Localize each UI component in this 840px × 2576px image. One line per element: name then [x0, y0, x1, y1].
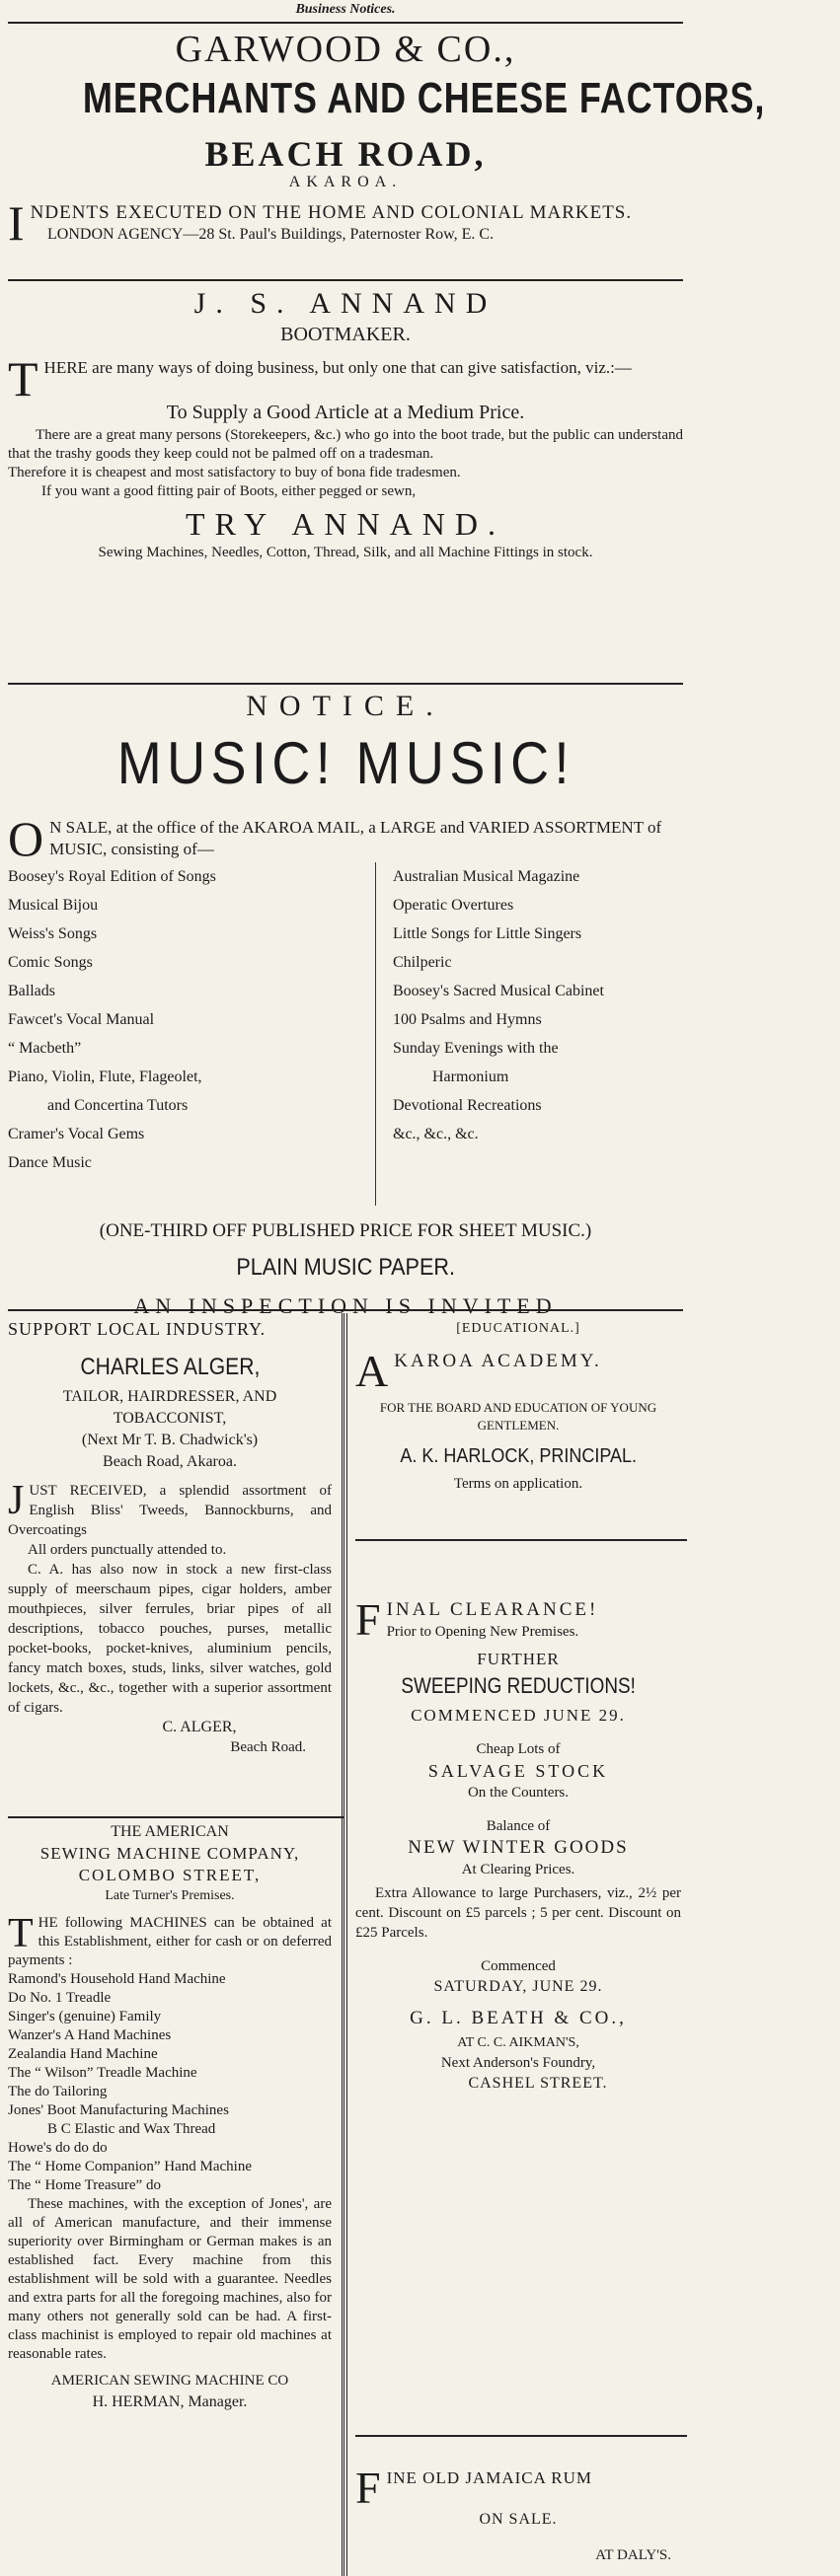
garwood-initial: I: [8, 195, 25, 251]
annand-intro: [8, 351, 683, 406]
divider: [8, 1309, 683, 1311]
list-item: Musical Bijou: [8, 897, 99, 914]
beath-prior: Prior to Opening New Premises.: [386, 1624, 579, 1640]
beath-sweeping-wrap: [355, 1671, 681, 1704]
annand-intro-text: HERE are many ways of doing business, but only one that can give satisfaction, viz.:—: [43, 358, 632, 377]
section-header: Business Notices.: [295, 2, 396, 17]
beath-salvage: SALVAGE STOCK: [427, 1761, 609, 1781]
garwood-trade-text: MERCHANTS AND CHEESE FACTORS,: [82, 74, 766, 122]
beath-date: SATURDAY, JUNE 29.: [433, 1978, 603, 1995]
music-initial: O: [8, 811, 44, 866]
rum-at: AT DALY'S.: [595, 2547, 671, 2563]
music-paper-wrap: [8, 1249, 683, 1289]
academy-advert: [355, 1316, 681, 1494]
music-inspection: AN INSPECTION IS INVITED: [133, 1293, 558, 1318]
alger-advert: [8, 1316, 332, 1757]
list-item: Cramer's Vocal Gems: [8, 1126, 145, 1142]
academy-tag: [EDUCATIONAL.]: [456, 1321, 580, 1336]
list-item: Sunday Evenings with the: [393, 1040, 559, 1057]
divider: [355, 2435, 687, 2437]
list-item: Dance Music: [8, 1154, 92, 1171]
beath-initial: F: [355, 1594, 381, 1645]
beath-extra: Extra Allowance to large Purchasers, viz., 2½ per cent. Discount on £5 parcels ; 5 per cent. Discount on £25 Parcels.: [355, 1885, 681, 1941]
alger-orders: All orders punctually attended to.: [28, 1542, 227, 1558]
list-item: Howe's do do do: [8, 2140, 108, 2156]
list-item: and Concertina Tutors: [47, 1097, 189, 1114]
list-item: Weiss's Songs: [8, 925, 98, 942]
list-item: 100 Psalms and Hymns: [393, 1011, 542, 1028]
annand-p1: There are a great many persons (Storekeepers, &c.) who go into the boot trade, but the public can understand that the trashy goods they keep could not be palmed off on a tradesman.: [8, 427, 683, 462]
list-item: The “ Wilson” Treadle Machine: [8, 2065, 197, 2081]
annand-footer: Sewing Machines, Needles, Cotton, Thread, Silk, and all Machine Fittings in stock.: [98, 545, 593, 560]
list-item: Harmonium: [432, 1068, 509, 1085]
annand-slogan: To Supply a Good Article at a Medium Price.: [166, 402, 525, 423]
sewing-intro: HE following MACHINES can be obtained at this Establishment, either for cash or on deferred payments :: [8, 1915, 332, 1968]
list-item: Operatic Overtures: [393, 897, 514, 914]
garwood-advert: [8, 28, 766, 251]
rum-sale: ON SALE.: [479, 2511, 558, 2528]
garwood-town: AKAROA.: [288, 174, 403, 190]
alger-addr: Beach Road, Akaroa.: [103, 1453, 237, 1470]
list-item: Boosey's Sacred Musical Cabinet: [393, 983, 604, 999]
list-item: Wanzer's A Hand Machines: [8, 2027, 172, 2043]
divider: [8, 279, 683, 281]
list-item: Little Songs for Little Singers: [393, 925, 582, 942]
list-item: Jones' Boot Manufacturing Machines: [8, 2102, 229, 2118]
annand-p2: Therefore it is cheapest and most satisfactory to buy of bona fide tradesmen.: [8, 465, 461, 480]
garwood-name: GARWOOD & CO.,: [175, 29, 516, 70]
column-divider: [342, 1313, 347, 2576]
beath-further: FURTHER: [477, 1650, 560, 1668]
list-item: Australian Musical Magazine: [393, 868, 580, 885]
alger-received: UST RECEIVED, a splendid assortment of English Bliss' Tweeds, Bannockburns, and Overcoatings: [8, 1483, 332, 1538]
beath-winter: NEW WINTER GOODS: [408, 1837, 629, 1858]
music-advert: [8, 689, 683, 1323]
sewing-advert: [8, 1821, 332, 2413]
sewing-body: [8, 1911, 332, 2364]
sewing-footer1: AMERICAN SEWING MACHINE CO: [50, 2373, 289, 2389]
sewing-title2: SEWING MACHINE COMPANY,: [39, 1844, 300, 1863]
alger-name-wrap: [8, 1352, 332, 1386]
beath-commenced: COMMENCED JUNE 29.: [411, 1706, 626, 1725]
list-item: Ramond's Household Hand Machine: [8, 1971, 226, 1987]
garwood-body: [8, 195, 683, 251]
garwood-body-text: NDENTS EXECUTED ON THE HOME AND COLONIAL MARKETS.: [30, 202, 633, 223]
music-paper: PLAIN MUSIC PAPER.: [236, 1254, 455, 1281]
beath-cheap: Cheap Lots of: [476, 1741, 561, 1757]
academy-sub: FOR THE BOARD AND EDUCATION OF YOUNG GENTLEMEN.: [379, 1400, 657, 1433]
sewing-body-text: These machines, with the exception of Jones', are all of American manufacture, and their immense superiority over Birmingham or German makes is an established fact. Every machine from this establishment will be sold with a guarantee. Needles and extra parts for all the foregoing machines, also for many others not generally sold can be had. A first-class machinist is employed to repair old machines at reasonable rates.: [8, 2196, 332, 2362]
list-item: The “ Home Treasure” do: [8, 2177, 161, 2193]
sewing-list: [8, 1970, 332, 2195]
sewing-title1: THE AMERICAN: [111, 1823, 229, 1840]
music-discount: (ONE-THIRD OFF PUBLISHED PRICE FOR SHEET MUSIC.): [99, 1220, 592, 1241]
garwood-trade: [8, 71, 766, 136]
annand-trade: BOOTMAKER.: [280, 324, 411, 345]
music-list-left: [8, 862, 334, 1177]
music-list-right: [393, 862, 683, 1148]
academy-principal-wrap: [355, 1440, 681, 1474]
list-item: Boosey's Royal Edition of Songs: [8, 868, 216, 885]
list-item: Chilperic: [393, 954, 452, 971]
list-item: Ballads: [8, 983, 55, 999]
list-item: Piano, Violin, Flute, Flageolet,: [8, 1068, 202, 1085]
alger-next: (Next Mr T. B. Chadwick's): [81, 1432, 259, 1448]
alger-sig1: C. ALGER,: [162, 1719, 237, 1735]
list-item: Comic Songs: [8, 954, 93, 971]
list-item: “ Macbeth”: [8, 1040, 82, 1057]
beath-firm: G. L. BEATH & CO.,: [410, 2008, 627, 2028]
academy-name: KAROA ACADEMY.: [394, 1351, 602, 1371]
annand-name: J. S. ANNAND: [193, 287, 497, 320]
garwood-street: BEACH ROAD,: [204, 134, 487, 174]
divider: [8, 683, 683, 685]
beath-street: CASHEL STREET.: [468, 2075, 608, 2092]
music-intro-text: N SALE, at the office of the AKAROA MAIL, a LARGE and VARIED ASSORTMENT of MUSIC, consisting of—: [49, 818, 662, 858]
rum-initial: F: [355, 2463, 381, 2513]
sewing-title3: COLOMBO STREET,: [78, 1866, 262, 1884]
alger-support: SUPPORT LOCAL INDUSTRY.: [8, 1319, 267, 1339]
list-item: Do No. 1 Treadle: [8, 1990, 112, 2006]
divider: [8, 1816, 344, 1818]
beath-at: AT C. C. AIKMAN'S,: [457, 2035, 579, 2050]
sewing-title4: Late Turner's Premises.: [105, 1888, 235, 1903]
list-item: Singer's (genuine) Family: [8, 2009, 162, 2024]
beath-counters: On the Counters.: [467, 1785, 570, 1801]
beath-commenced2: Commenced: [481, 1958, 556, 1974]
list-item: B C Elastic and Wax Thread: [47, 2121, 216, 2137]
music-intro: [8, 811, 683, 866]
alger-body: [8, 1478, 332, 1757]
divider: [355, 1539, 687, 1541]
divider: [8, 22, 683, 24]
beath-advert: [355, 1594, 681, 2095]
alger-initial: J: [8, 1478, 25, 1523]
sewing-footer2: H. HERMAN, Manager.: [92, 2393, 248, 2410]
academy-principal: A. K. HARLOCK, PRINCIPAL.: [400, 1445, 637, 1467]
list-item: The “ Home Companion” Hand Machine: [8, 2159, 253, 2174]
alger-sig2: Beach Road.: [230, 1739, 306, 1755]
sewing-initial: T: [8, 1911, 34, 1956]
list-item: Devotional Recreations: [393, 1097, 542, 1114]
music-title-wrap: [8, 730, 683, 813]
beath-clearing: At Clearing Prices.: [461, 1862, 575, 1877]
annand-try: TRY ANNAND.: [186, 506, 505, 542]
alger-name: CHARLES ALGER,: [80, 1354, 260, 1380]
rum-advert: [355, 2463, 681, 2567]
alger-stock: C. A. has also now in stock a new first-class supply of meerschaum pipes, cigar holders, amber mouthpieces, silver ferrules, briar pipes of all descriptions, tobacco pouches, purses, metallic pocket-books, pocket-knives, aluminium pencils, fancy match boxes, studs, links, silver watches, gold lockets, &c., &c., together with a superior assortment of cigars.: [8, 1562, 332, 1716]
annand-initial: T: [8, 351, 38, 406]
academy-terms: Terms on application.: [453, 1476, 583, 1492]
annand-advert: [8, 286, 683, 562]
beath-next: Next Anderson's Foundry,: [440, 2055, 596, 2071]
academy-initial: A: [355, 1346, 389, 1396]
alger-trade: TAILOR, HAIRDRESSER, AND TOBACCONIST,: [62, 1388, 277, 1427]
list-item: &c., &c., &c.: [393, 1126, 479, 1142]
annand-p3: If you want a good fitting pair of Boots, either pegged or sewn,: [41, 483, 417, 499]
rum-title: INE OLD JAMAICA RUM: [386, 2468, 592, 2487]
music-list-divider: [375, 862, 376, 1206]
list-item: The do Tailoring: [8, 2084, 108, 2099]
music-list: [8, 862, 683, 1217]
music-notice: NOTICE.: [246, 690, 445, 722]
list-item: Fawcet's Vocal Manual: [8, 1011, 155, 1028]
music-title: MUSIC! MUSIC!: [116, 730, 574, 796]
beath-sweeping: SWEEPING REDUCTIONS!: [401, 1673, 636, 1698]
beath-balance: Balance of: [486, 1818, 551, 1834]
garwood-agency: LONDON AGENCY—28 St. Paul's Buildings, Paternoster Row, E. C.: [47, 226, 495, 243]
list-item: Zealandia Hand Machine: [8, 2046, 158, 2062]
beath-title: INAL CLEARANCE!: [386, 1599, 599, 1620]
